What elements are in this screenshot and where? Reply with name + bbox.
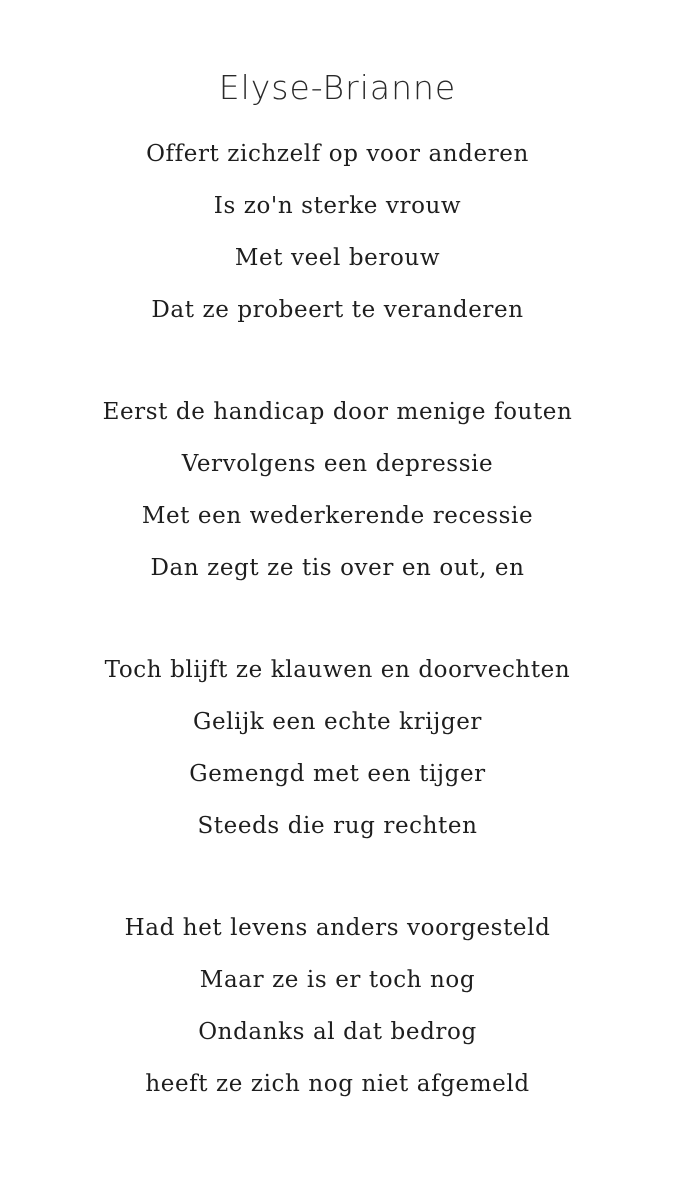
poem-line: Gelijk een echte krijger (192, 709, 483, 735)
poem-body (0, 128, 675, 1160)
poem-line: Had het levens anders voorgesteld (124, 915, 551, 941)
stanza-1 (0, 128, 675, 336)
poem-line: Ondanks al dat bedrog (198, 1019, 477, 1045)
stanza-4 (0, 902, 675, 1110)
stanza-3 (0, 644, 675, 852)
poem-line: Dan zegt ze tis over en out, en (150, 555, 525, 581)
poem-line: Offert zichzelf op voor anderen (146, 141, 529, 167)
poem-line: Met veel berouw (234, 245, 441, 271)
poem-line: Steeds die rug rechten (197, 813, 478, 839)
poem-line: Toch blijft ze klauwen en doorvechten (104, 657, 571, 683)
poem-title: Elyse-Brianne (218, 68, 457, 107)
poem-line: Met een wederkerende recessie (141, 503, 534, 529)
poem-line: Eerst de handicap door menige fouten (102, 399, 573, 425)
poem-line: Maar ze is er toch nog (199, 967, 476, 993)
poem-line: Is zo'n sterke vrouw (213, 193, 462, 219)
poem-line: Gemengd met een tijger (189, 761, 486, 787)
poem-line: Dat ze probeert te veranderen (151, 297, 524, 323)
poem-line: Vervolgens een depressie (181, 451, 494, 477)
stanza-2 (0, 386, 675, 594)
poem-line: heeft ze zich nog niet afgemeld (145, 1071, 530, 1097)
